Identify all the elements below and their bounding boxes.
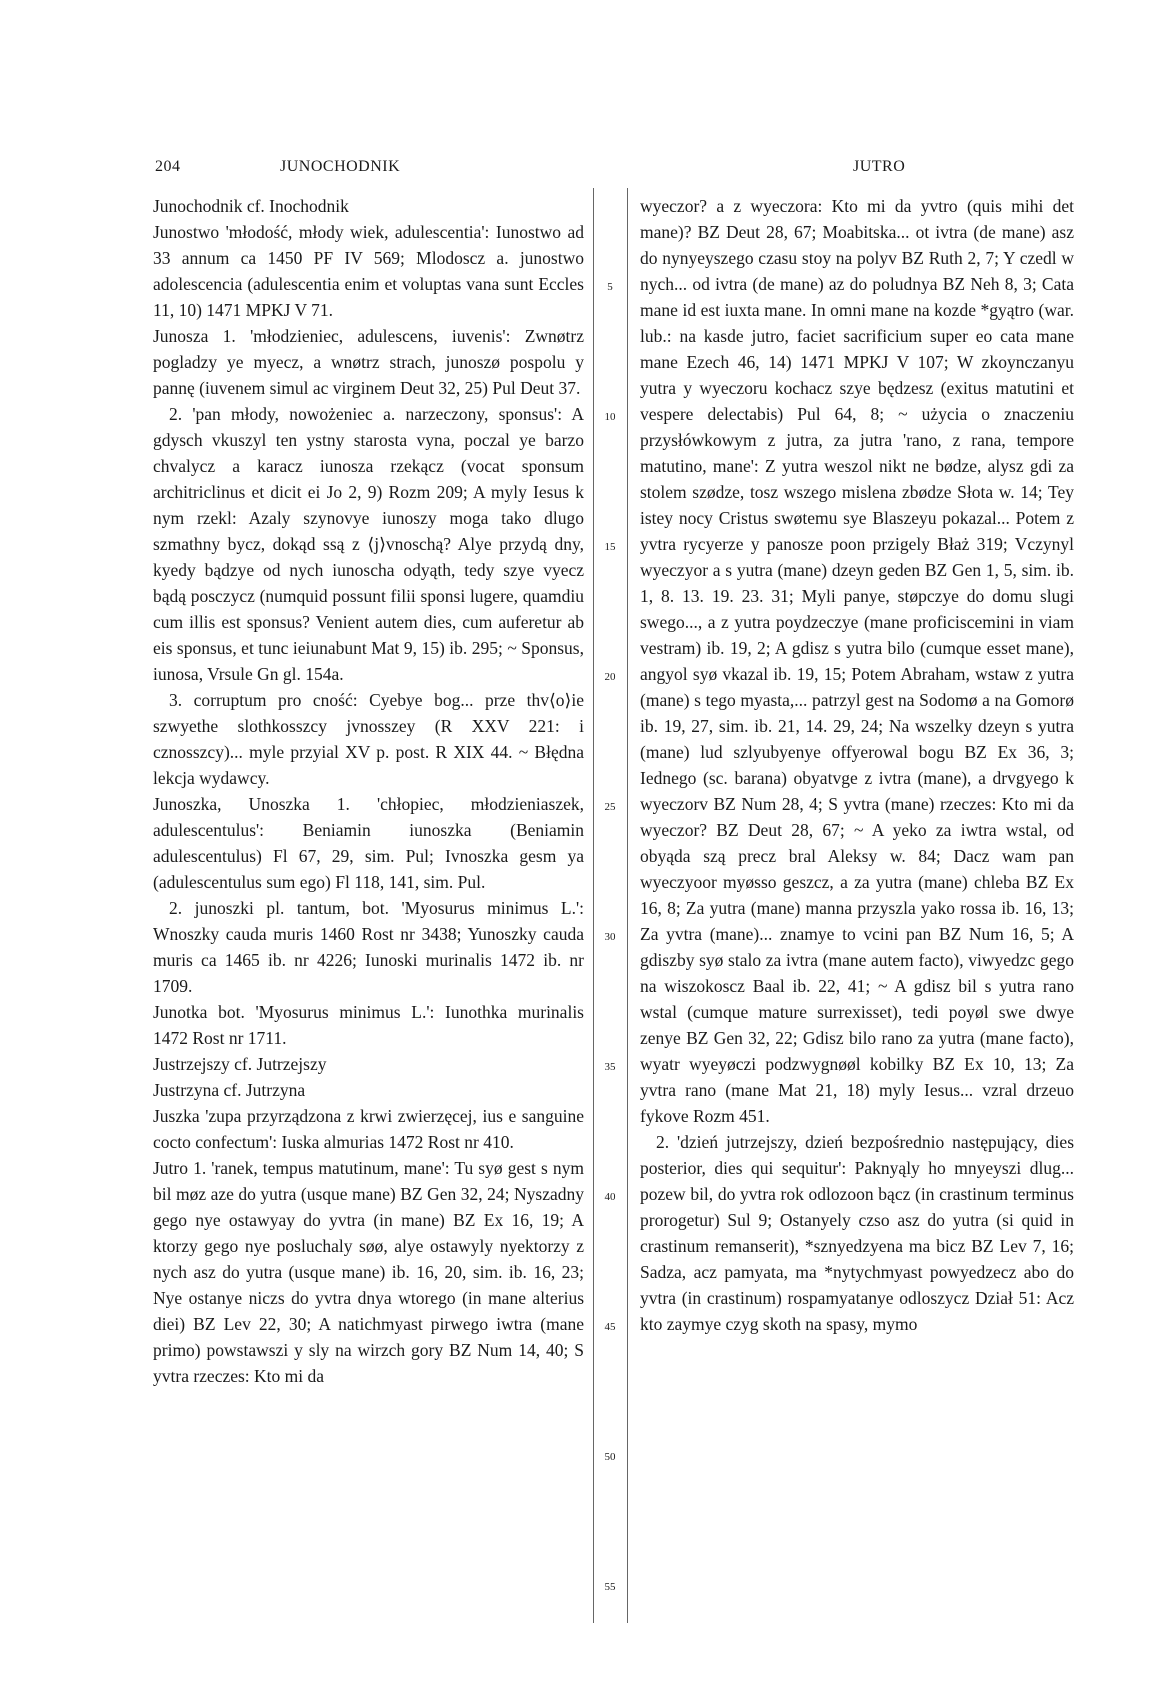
column-rule-left [593,188,594,1623]
entry-junosza-2: 2. 'pan młody, nowożeniec a. narzeczony, sponsus': A gdysch vkuszyl ten ystny starosta vyna, poczal ye barzo chvalycz a karacz iunosza rzekącz (vocat sponsum architriclinus et dicit ei Jo 2, 9) Rozm 209; A myly Iesus k nym rzekl: Azaly szynovye iunoszy moga tako dlugo szmathny bycz, dokąd ssą z ⟨j⟩vnoschą? Alye przydą dny, kyedy bądzye od nych iunoscha odyąth, tedy szye vyecz bądą posczycz (numquid possunt filii sponsi lugere, quamdiu cum illis est sponsus? Venient autem dies, cum auferetur ab eis sponsus, et tunc ieiunabunt Mat 9, 15) ib. 295; ~ Sponsus, iunosa, Vrsule Gn gl. 154a. [153,404,584,684]
running-head-right: JUTRO [853,158,906,175]
entry-junoszka-2: 2. junoszki pl. tantum, bot. 'Myosurus minimus L.': Wnoszky cauda muris 1460 Rost nr 3438; Yunoszky cauda muris ca 1465 ib. nr 4226; Iunoski murinalis 1472 ib. nr 1709. [153,898,584,996]
column-rule-right [627,188,628,1623]
line-number: 55 [604,1581,616,1593]
entry-junoszka-1: Junoszka, Unoszka 1. 'chłopiec, młodzieniaszek, adulescentulus': Beniamin iunoszka (Beniamin adulescentulus) Fl 67, 29, sim. Pul; Ivnoszka gesm ya (adulescentulus sum ego) Fl 118, 141, sim. Pul. [153,794,584,892]
entry-justrzyna: Justrzyna cf. Jutrzyna [153,1080,306,1100]
line-number: 5 [607,281,613,293]
entry-justrzejszy: Justrzejszy cf. Jutrzejszy [153,1054,327,1074]
entry-jutro-1: Jutro 1. 'ranek, tempus matutinum, mane': Tu syø gest s nym bil møz aze do yutra (usque mane) BZ Gen 32, 24; Nyszadny gego nye ostawyay do yvtra (in mane) BZ Ex 16, 19; A ktorzy gego nye posluchaly søø, alye ostawyly nyektorzy z nych asz do yutra (usque mane) ib. 16, 20, sim. ib. 16, 23; Nye ostanye niczs do yvtra dnya wtorego (in mane alterius diei) BZ Lev 22, 30; A natichmyast pirwego iwtra (mane primo) powstawszi y sly na wirzch gory BZ Num 14, 40; S yvtra rzeczes: Kto mi da [153,1158,584,1386]
line-number: 15 [604,541,616,553]
entry-jutro-1-cont: wyeczor? a z wyeczora: Kto mi da yvtro (quis mihi det mane)? BZ Deut 28, 67; Moabitska... ot ivtra (de mane) asz do nynyeyszego czasu stoy na polyv BZ Ruth 2, 7; Y czedl w nych... od ivtra (de mane) az do poludnya BZ Neh 8, 3; Cata mane id est iuxta mane. In omni mane na kozde *gyątro (war. lub.: na kasde jutro, faciet sacrificium super eo cata mane mane Ezech 46, 14) 1471 MPKJ V 107; W zkoynczanyu yutra y wyeczoru kochacz szye będzesz (exitus matutini et vespere delectabis) Pul 64, 8; ~ użycia o znaczeniu przysłówkowym z jutra, za jutra 'rano, z rana, tempore matutino, mane': Z yutra weszol nikt ne bødze, alysz gdi za stolem szødze, tosz wszego mislena zbødze Słota w. 14; Tey istey nocy Cristus swøtemu sye Blaszeyu pokazal... Potem z yvtra rycyerze y panosze poon przigely Błaż 319; Vczynyl wyeczyor a s yutra (mane) dzeyn geden BZ Gen 1, 5, sim. ib. 1, 8. 13. 19. 23. 31; Myli panye, støpczye do domu slugi swego..., a z yutra poydzeczye (mane proficiscemini in viam vestram) ib. 19, 2; A gdisz s yutra bilo (cumque esset mane), angyol syø vkazal ib. 19, 15; Potem Abraham, wstaw z yutra (mane) s tego myasta,... patrzyl gest na Sodomø a na Gomorø ib. 19, 27, sim. ib. 21, 14. 29, 24; Na wszelky dzeyn s yutra (mane) lud szlyubyenye offyerowal bogu BZ Ex 36, 3; Iednego (sc. barana) obyatvge z ivtra (mane), a drvgyego k wyeczorv BZ Num 28, 4; S yvtra (mane) rzeczes: Kto mi da wyeczor? BZ Deut 28, 67; ~ A yeko za iwtra wstal, od obyąda szą precz bral Aleksy w. 84; Dacz wam pan wyeczyoor myøsso geszcz, a za yutra (mane) chleba BZ Ex 16, 8; Za yutra (mane) manna przyszla yako rossa ib. 16, 13; Za yvtra (mane)... znamye to vcini pan BZ Num 16, 5; A gdiszby syø stalo za ivtra (mane autem facto), viwyedzc gego na wiszokoscz Baal ib. 22, 41; ~ A gdisz bil s yutra rano wstal (cumque mature surrexisset), tedi poyøl swe dwye zenye BZ Gen 32, 22; Gdisz bilo rano za yutra (mane facto), wyatr wyeyøczi podzwygnøøl kobilky BZ Ex 10, 13; Za yvtra rano (mane Mat 21, 18) myly Iesus... vzral drzeuo fykove Rozm 451. [640,196,1074,1126]
right-column [640,193,1074,1337]
entry-junostwo: Junostwo 'młodość, młody wiek, adulescentia': Iunostwo ad 33 annum ca 1450 PF IV 569; Mlodoscz a. junostwo adolescencia (adulescentia enim et voluptas vana sunt Eccles 11, 10) 1471 MPKJ V 71. [153,222,584,320]
entry-jutro-2: 2. 'dzień jutrzejszy, dzień bezpośrednio następujący, dies posterior, dies qui sequitur': Paknyąly ho mnyeyszi dlug... pozew bil, do yvtra rok odlozoon bącz (in crastinum terminus prorogetur) Sul 9; Ostanyely czso asz do yutra (si quid in crastinum remanserit), *sznyedzyena ma bicz BZ Lev 7, 16; Sadza, acz pamyata, ma *nytychmyast powyedzecz abo do yvtra (in crastinum) rospamyatanye odloszycz Dział 51: Acz kto zaymye czyg skoth na spasy, mymo [640,1132,1074,1334]
line-number: 25 [604,801,616,813]
line-number: 45 [604,1321,616,1333]
line-number: 10 [604,411,616,423]
left-column [153,193,584,1389]
line-number: 30 [604,931,616,943]
line-number: 20 [604,671,616,683]
entry-junosza-3: 3. corruptum pro cność: Cyebye bog... prze thv⟨o⟩ie szwyethe slothkosszcy jvnosszey (R XXV 221: i cznosszcy)... myle przyial XV p. post. R XIX 44. ~ Błędna lekcja wydawcy. [153,690,584,788]
entry-junochodnik: Junochodnik cf. Inochodnik [153,196,349,216]
entry-junosza-1: Junosza 1. 'młodzieniec, adulescens, iuvenis': Zwnøtrz pogladzy ye myecz, a wnøtrz strach, junoszø pospolu y pannę (iuvenem simul ac virginem Deut 32, 25) Pul Deut 37. [153,326,584,398]
line-number: 50 [604,1451,616,1463]
line-number: 40 [604,1191,616,1203]
entry-junotka: Junotka bot. 'Myosurus minimus L.': Iunothka murinalis 1472 Rost nr 1711. [153,1002,584,1048]
line-number: 35 [604,1061,616,1073]
page-number: 204 [155,158,181,175]
running-head-left: JUNOCHODNIK [280,158,401,175]
entry-juszka: Juszka 'zupa przyrządzona z krwi zwierzęcej, ius e sanguine cocto confectum': Iuska almurias 1472 Rost nr 410. [153,1106,584,1152]
